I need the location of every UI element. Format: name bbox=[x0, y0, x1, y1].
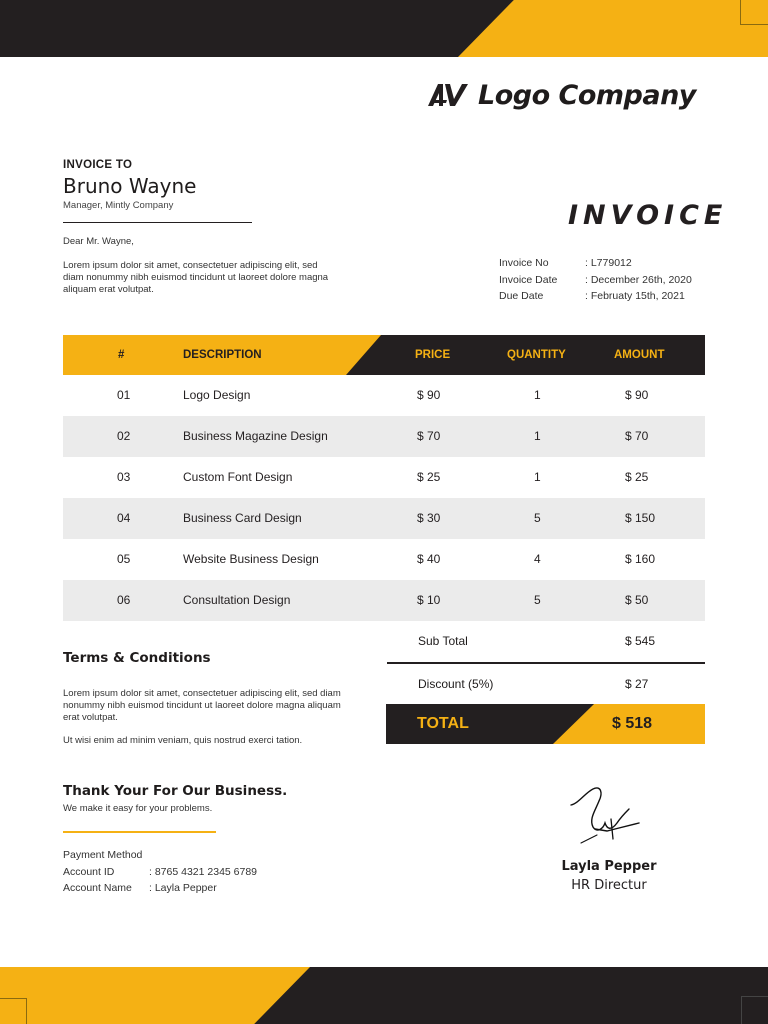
total-bar bbox=[386, 704, 705, 744]
client-divider bbox=[63, 222, 252, 223]
client-role: Manager, Mintly Company bbox=[63, 200, 174, 211]
payment-value: : 8765 4321 2345 6789 bbox=[149, 865, 258, 878]
invoice-title: INVOICE bbox=[568, 200, 728, 231]
row-quantity: 4 bbox=[534, 552, 541, 566]
row-number: 03 bbox=[117, 470, 131, 484]
row-number: 01 bbox=[117, 388, 131, 402]
company-logo bbox=[428, 78, 696, 112]
column-header-description: DESCRIPTION bbox=[183, 349, 262, 361]
meta-row-invoice-date bbox=[499, 272, 692, 289]
row-number: 04 bbox=[117, 511, 131, 525]
meta-label: Invoice Date bbox=[499, 273, 558, 286]
row-number: 06 bbox=[117, 593, 131, 607]
table-row bbox=[63, 580, 705, 621]
meta-row-invoice-no bbox=[499, 255, 692, 272]
discount-label: Discount (5%) bbox=[418, 677, 494, 691]
payment-label: Account Name bbox=[63, 882, 132, 895]
table-row bbox=[63, 375, 705, 416]
top-decorative-bar bbox=[0, 0, 768, 57]
logo-mark-icon bbox=[428, 83, 468, 107]
invoice-to-label: INVOICE TO bbox=[63, 159, 133, 171]
row-quantity: 1 bbox=[534, 470, 541, 484]
column-header-quantity: QUANTITY bbox=[507, 349, 566, 361]
meta-value: : December 26th, 2020 bbox=[585, 273, 692, 286]
row-quantity: 1 bbox=[534, 429, 541, 443]
bottom-right-frame-outline bbox=[741, 996, 768, 1024]
table-row bbox=[63, 498, 705, 539]
table-row bbox=[63, 416, 705, 457]
column-header-amount: AMOUNT bbox=[614, 349, 665, 361]
row-price: $ 30 bbox=[417, 511, 441, 525]
column-header-price: PRICE bbox=[415, 349, 451, 361]
table-row bbox=[63, 539, 705, 580]
client-name: Bruno Wayne bbox=[63, 174, 197, 198]
row-quantity: 1 bbox=[534, 388, 541, 402]
row-price: $ 90 bbox=[417, 388, 441, 402]
terms-title: Terms & Conditions bbox=[63, 650, 211, 666]
signer-title: HR Directur bbox=[571, 878, 647, 893]
payment-value: : Layla Pepper bbox=[149, 882, 217, 895]
payment-row-account-name bbox=[63, 880, 257, 897]
meta-value: : Februaty 15th, 2021 bbox=[585, 290, 685, 303]
row-amount: $ 70 bbox=[625, 429, 649, 443]
top-accent-shape bbox=[458, 0, 768, 57]
terms-paragraph: Ut wisi enim ad minim veniam, quis nostrud exerci tation. bbox=[63, 735, 303, 746]
row-number: 02 bbox=[117, 429, 131, 443]
meta-value: : L779012 bbox=[585, 257, 632, 270]
subtotal-row bbox=[387, 621, 705, 662]
table-header bbox=[63, 335, 705, 375]
invoice-meta bbox=[499, 255, 692, 305]
row-price: $ 10 bbox=[417, 593, 441, 607]
thanks-title: Thank Your For Our Business. bbox=[63, 783, 288, 799]
row-price: $ 70 bbox=[417, 429, 441, 443]
row-number: 05 bbox=[117, 552, 131, 566]
row-amount: $ 90 bbox=[625, 388, 649, 402]
bottom-accent-shape bbox=[0, 967, 310, 1024]
row-description: Business Card Design bbox=[183, 511, 302, 525]
meta-label: Invoice No bbox=[499, 257, 549, 270]
row-amount: $ 150 bbox=[625, 511, 656, 525]
company-name: Logo Company bbox=[478, 79, 696, 111]
column-header-number: # bbox=[118, 349, 125, 361]
discount-value: $ 27 bbox=[625, 677, 649, 691]
payment-label: Account ID bbox=[63, 865, 115, 878]
payment-method-label: Payment Method bbox=[63, 849, 143, 862]
subtotal-label: Sub Total bbox=[418, 634, 468, 648]
bottom-decorative-bar bbox=[0, 967, 768, 1024]
thanks-divider bbox=[63, 831, 216, 833]
row-quantity: 5 bbox=[534, 511, 541, 525]
meta-row-due-date bbox=[499, 288, 692, 305]
table-body bbox=[63, 375, 705, 621]
terms-paragraph: Lorem ipsum dolor sit amet, consectetuer adipiscing elit, sed diam nonummy nibh euismod tincidunt ut laoreet dolore magna aliquam erat volutpat. bbox=[63, 688, 341, 723]
row-price: $ 40 bbox=[417, 552, 441, 566]
top-frame-outline bbox=[740, 0, 768, 25]
total-value: $ 518 bbox=[612, 715, 653, 732]
table-row bbox=[63, 457, 705, 498]
row-description: Custom Font Design bbox=[183, 470, 293, 484]
payment-row-account-id bbox=[63, 864, 257, 881]
row-amount: $ 25 bbox=[625, 470, 649, 484]
thanks-subtitle: We make it easy for your problems. bbox=[63, 803, 213, 814]
row-quantity: 5 bbox=[534, 593, 541, 607]
intro-message: Lorem ipsum dolor sit amet, consectetuer adipiscing elit, sed diam nonummy nibh euismod tincidunt ut laoreet dolore magna aliquam erat volutpat. bbox=[63, 260, 329, 295]
greeting: Dear Mr. Wayne, bbox=[63, 236, 134, 247]
total-label: TOTAL bbox=[417, 715, 469, 732]
row-description: Consultation Design bbox=[183, 593, 291, 607]
row-amount: $ 160 bbox=[625, 552, 656, 566]
discount-row bbox=[387, 664, 705, 704]
signature-icon bbox=[567, 783, 649, 853]
subtotal-value: $ 545 bbox=[625, 634, 656, 648]
signer-name: Layla Pepper bbox=[561, 859, 657, 874]
row-description: Logo Design bbox=[183, 388, 251, 402]
meta-label: Due Date bbox=[499, 290, 544, 303]
row-price: $ 25 bbox=[417, 470, 441, 484]
row-description: Website Business Design bbox=[183, 552, 319, 566]
bottom-left-frame-outline bbox=[0, 998, 27, 1024]
row-description: Business Magazine Design bbox=[183, 429, 328, 443]
row-amount: $ 50 bbox=[625, 593, 649, 607]
payment-info bbox=[63, 847, 257, 897]
